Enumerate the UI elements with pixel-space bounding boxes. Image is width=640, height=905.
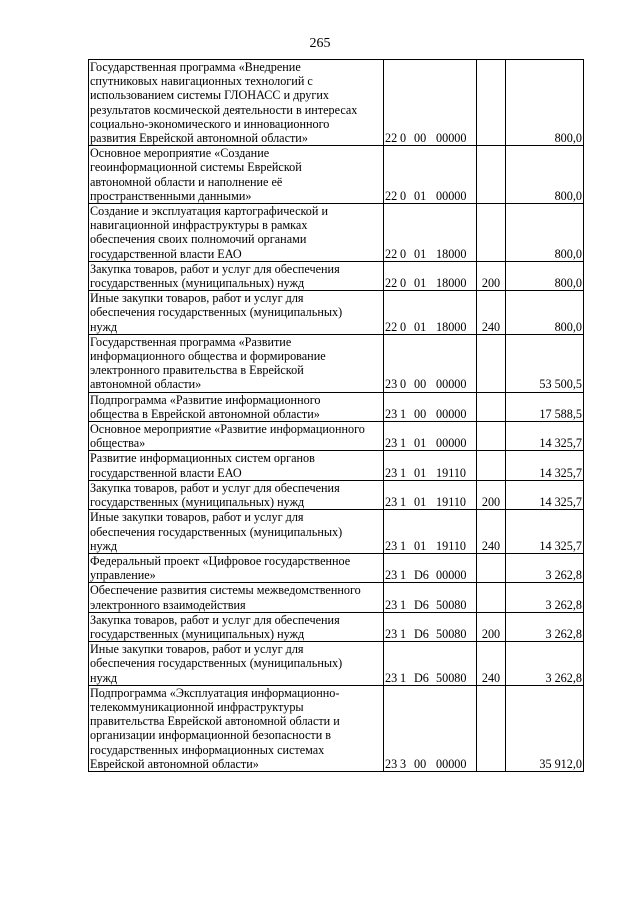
row-name-line: Создание и эксплуатация картографической и	[90, 204, 328, 219]
activity-code: D6	[414, 626, 429, 641]
subprogram-code: 0	[400, 377, 407, 392]
activity-code: 01	[414, 246, 427, 261]
row-name-line: геоинформационной системы Еврейской	[90, 160, 302, 175]
row-name-line: нужд	[90, 538, 118, 553]
row-name-cell	[89, 480, 384, 509]
program-code: 23	[385, 597, 398, 612]
row-name-line: развития Еврейской автономной области»	[90, 131, 308, 146]
subprogram-code: 0	[400, 276, 407, 291]
expense-type-cell: 240	[477, 291, 506, 335]
expense-type-cell	[477, 60, 506, 146]
table-row	[89, 204, 584, 262]
row-name-cell	[89, 685, 384, 771]
program-code: 23	[385, 465, 398, 480]
row-name-line: социально-экономического и инновационного	[90, 116, 330, 131]
row-name-cell	[89, 510, 384, 554]
row-name-line: электронного взаимодействия	[90, 597, 246, 612]
direction-code: 00000	[436, 406, 467, 421]
budget-table	[88, 59, 584, 772]
target-code-cell	[384, 642, 477, 686]
row-name-cell	[89, 146, 384, 204]
row-name-line: Подпрограмма «Развитие информационного	[90, 392, 321, 407]
row-name-line: электронного правительства в Еврейской	[90, 363, 304, 378]
target-code-cell	[384, 291, 477, 335]
subprogram-code: 1	[400, 597, 407, 612]
program-code: 23	[385, 626, 398, 641]
program-code: 23	[385, 436, 398, 451]
row-name-line: нужд	[90, 670, 118, 685]
activity-code: D6	[414, 568, 429, 583]
row-name-cell	[89, 553, 384, 582]
row-name-line: использованием системы ГЛОНАСС и других	[90, 88, 330, 103]
row-name-line: Иные закупки товаров, работ и услуг для	[90, 291, 304, 306]
expense-type-cell	[477, 422, 506, 451]
direction-code: 00000	[436, 436, 467, 451]
row-name-cell	[89, 291, 384, 335]
row-name-cell	[89, 334, 384, 392]
target-code-cell	[384, 422, 477, 451]
row-name-line: управление»	[90, 568, 156, 583]
expense-type-cell	[477, 451, 506, 480]
target-code-cell	[384, 451, 477, 480]
expense-type-cell	[477, 204, 506, 262]
table-row	[89, 60, 584, 146]
program-code: 23	[385, 377, 398, 392]
amount-cell: 14 325,7	[506, 510, 584, 554]
target-code-cell	[384, 146, 477, 204]
row-name-line: автономной области и наполнение её	[90, 174, 283, 189]
row-name-line: обеспечения государственных (муниципальных)	[90, 656, 343, 671]
table-row	[89, 451, 584, 480]
program-code: 22	[385, 246, 398, 261]
row-name-line: обеспечения государственных (муниципальных)	[90, 524, 343, 539]
row-name-cell	[89, 642, 384, 686]
activity-code: 01	[414, 188, 427, 203]
program-code: 22	[385, 188, 398, 203]
row-name-line: нужд	[90, 319, 118, 334]
target-code-cell	[384, 261, 477, 290]
page-number: 265	[309, 36, 331, 51]
row-name-line: Иные закупки товаров, работ и услуг для	[90, 510, 304, 525]
direction-code: 00000	[436, 568, 467, 583]
row-name-line: результатов космической деятельности в интересах	[90, 102, 358, 117]
expense-type-cell	[477, 553, 506, 582]
table-row	[89, 553, 584, 582]
subprogram-code: 1	[400, 436, 407, 451]
amount-cell: 14 325,7	[506, 480, 584, 509]
activity-code: D6	[414, 597, 429, 612]
program-code: 22	[385, 319, 398, 334]
row-name-line: обеспечения государственных (муниципальных)	[90, 305, 343, 320]
activity-code: 01	[414, 436, 427, 451]
activity-code: 01	[414, 538, 427, 553]
row-name-line: Подпрограмма «Эксплуатация информационно-	[90, 685, 340, 700]
direction-code: 00000	[436, 377, 467, 392]
amount-cell: 800,0	[506, 291, 584, 335]
expense-type-cell: 200	[477, 261, 506, 290]
row-name-line: телекоммуникационной инфраструктуры	[90, 699, 304, 714]
target-code-cell	[384, 510, 477, 554]
direction-code: 18000	[436, 319, 467, 334]
amount-cell: 3 262,8	[506, 612, 584, 641]
row-name-line: Основное мероприятие «Развитие информационного	[90, 422, 365, 437]
program-code: 22	[385, 276, 398, 291]
expense-type-cell	[477, 334, 506, 392]
row-name-line: Федеральный проект «Цифровое государственное	[90, 553, 351, 568]
direction-code: 50080	[436, 597, 467, 612]
subprogram-code: 1	[400, 406, 407, 421]
row-name-line: Развитие информационных систем органов	[90, 451, 315, 466]
expense-type-cell: 200	[477, 612, 506, 641]
row-name-line: пространственными данными»	[90, 188, 252, 203]
row-name-line: государственных (муниципальных) нужд	[90, 276, 305, 291]
subprogram-code: 1	[400, 626, 407, 641]
activity-code: 00	[414, 131, 427, 146]
table-row	[89, 583, 584, 612]
table-row	[89, 685, 584, 771]
table-row	[89, 642, 584, 686]
subprogram-code: 1	[400, 538, 407, 553]
expense-type-cell: 240	[477, 510, 506, 554]
amount-cell: 800,0	[506, 60, 584, 146]
row-name-line: государственных (муниципальных) нужд	[90, 495, 305, 510]
row-name-line: общества в Еврейской автономной области»	[90, 406, 320, 421]
target-code-cell	[384, 583, 477, 612]
table-row	[89, 146, 584, 204]
row-name-line: обеспечения своих полномочий органами	[90, 232, 307, 247]
target-code-cell	[384, 612, 477, 641]
row-name-line: информационного общества и формирование	[90, 349, 326, 364]
target-code-cell	[384, 685, 477, 771]
direction-code: 00000	[436, 756, 467, 771]
row-name-line: Государственная программа «Внедрение	[90, 60, 301, 74]
amount-cell: 800,0	[506, 146, 584, 204]
subprogram-code: 1	[400, 495, 407, 510]
subprogram-code: 1	[400, 568, 407, 583]
amount-cell: 3 262,8	[506, 642, 584, 686]
row-name-cell	[89, 422, 384, 451]
expense-type-cell	[477, 685, 506, 771]
program-code: 23	[385, 756, 398, 771]
row-name-line: государственной власти ЕАО	[90, 246, 242, 261]
expense-type-cell	[477, 392, 506, 421]
table-row	[89, 334, 584, 392]
row-name-line: автономной области»	[90, 377, 202, 392]
activity-code: 00	[414, 377, 427, 392]
program-code: 23	[385, 538, 398, 553]
activity-code: 01	[414, 276, 427, 291]
direction-code: 19110	[436, 538, 467, 553]
expense-type-cell: 200	[477, 480, 506, 509]
activity-code: D6	[414, 670, 429, 685]
subprogram-code: 0	[400, 246, 407, 261]
table-row	[89, 291, 584, 335]
activity-code: 01	[414, 495, 427, 510]
amount-cell: 14 325,7	[506, 422, 584, 451]
table-row	[89, 261, 584, 290]
expense-type-cell: 240	[477, 642, 506, 686]
subprogram-code: 1	[400, 465, 407, 480]
row-name-line: Иные закупки товаров, работ и услуг для	[90, 642, 304, 657]
direction-code: 50080	[436, 626, 467, 641]
row-name-cell	[89, 60, 384, 146]
target-code-cell	[384, 480, 477, 509]
target-code-cell	[384, 334, 477, 392]
amount-cell: 17 588,5	[506, 392, 584, 421]
program-code: 23	[385, 495, 398, 510]
amount-cell: 800,0	[506, 204, 584, 262]
amount-cell: 35 912,0	[506, 685, 584, 771]
direction-code: 19110	[436, 495, 467, 510]
row-name-line: Обеспечение развития системы межведомственного	[90, 583, 361, 598]
row-name-cell	[89, 204, 384, 262]
row-name-line: государственных (муниципальных) нужд	[90, 626, 305, 641]
program-code: 23	[385, 670, 398, 685]
direction-code: 00000	[436, 188, 467, 203]
direction-code: 18000	[436, 246, 467, 261]
row-name-line: общества»	[90, 436, 146, 451]
program-code: 23	[385, 406, 398, 421]
table-row	[89, 422, 584, 451]
row-name-cell	[89, 451, 384, 480]
target-code-cell	[384, 553, 477, 582]
direction-code: 19110	[436, 465, 467, 480]
row-name-cell	[89, 392, 384, 421]
table-row	[89, 612, 584, 641]
program-code: 23	[385, 568, 398, 583]
activity-code: 00	[414, 756, 427, 771]
budget-table-body	[89, 60, 584, 772]
row-name-cell	[89, 261, 384, 290]
row-name-cell	[89, 583, 384, 612]
direction-code: 00000	[436, 131, 467, 146]
target-code-cell	[384, 392, 477, 421]
expense-type-cell	[477, 146, 506, 204]
program-code: 22	[385, 131, 398, 146]
row-name-line: Основное мероприятие «Создание	[90, 146, 270, 161]
activity-code: 00	[414, 406, 427, 421]
subprogram-code: 0	[400, 188, 407, 203]
table-row	[89, 392, 584, 421]
row-name-line: Еврейской автономной области»	[90, 756, 259, 771]
row-name-line: Закупка товаров, работ и услуг для обеспечения	[90, 612, 340, 627]
row-name-cell	[89, 612, 384, 641]
activity-code: 01	[414, 319, 427, 334]
subprogram-code: 0	[400, 319, 407, 334]
row-name-line: государственной власти ЕАО	[90, 465, 242, 480]
table-row	[89, 480, 584, 509]
activity-code: 01	[414, 465, 427, 480]
subprogram-code: 1	[400, 670, 407, 685]
row-name-line: организации информационной безопасности в	[90, 728, 332, 743]
amount-cell: 14 325,7	[506, 451, 584, 480]
row-name-line: государственных информационных системах	[90, 742, 325, 757]
direction-code: 50080	[436, 670, 467, 685]
row-name-line: навигационной инфраструктуры в рамках	[90, 218, 308, 233]
subprogram-code: 0	[400, 131, 407, 146]
amount-cell: 3 262,8	[506, 583, 584, 612]
amount-cell: 3 262,8	[506, 553, 584, 582]
target-code-cell	[384, 204, 477, 262]
table-row	[89, 510, 584, 554]
amount-cell: 53 500,5	[506, 334, 584, 392]
amount-cell: 800,0	[506, 261, 584, 290]
row-name-line: Закупка товаров, работ и услуг для обеспечения	[90, 261, 340, 276]
row-name-line: спутниковых навигационных технологий с	[90, 74, 313, 89]
row-name-line: Закупка товаров, работ и услуг для обеспечения	[90, 480, 340, 495]
direction-code: 18000	[436, 276, 467, 291]
expense-type-cell	[477, 583, 506, 612]
row-name-line: правительства Еврейской автономной области и	[90, 714, 340, 729]
subprogram-code: 3	[400, 756, 407, 771]
row-name-line: Государственная программа «Развитие	[90, 334, 292, 349]
target-code-cell	[384, 60, 477, 146]
